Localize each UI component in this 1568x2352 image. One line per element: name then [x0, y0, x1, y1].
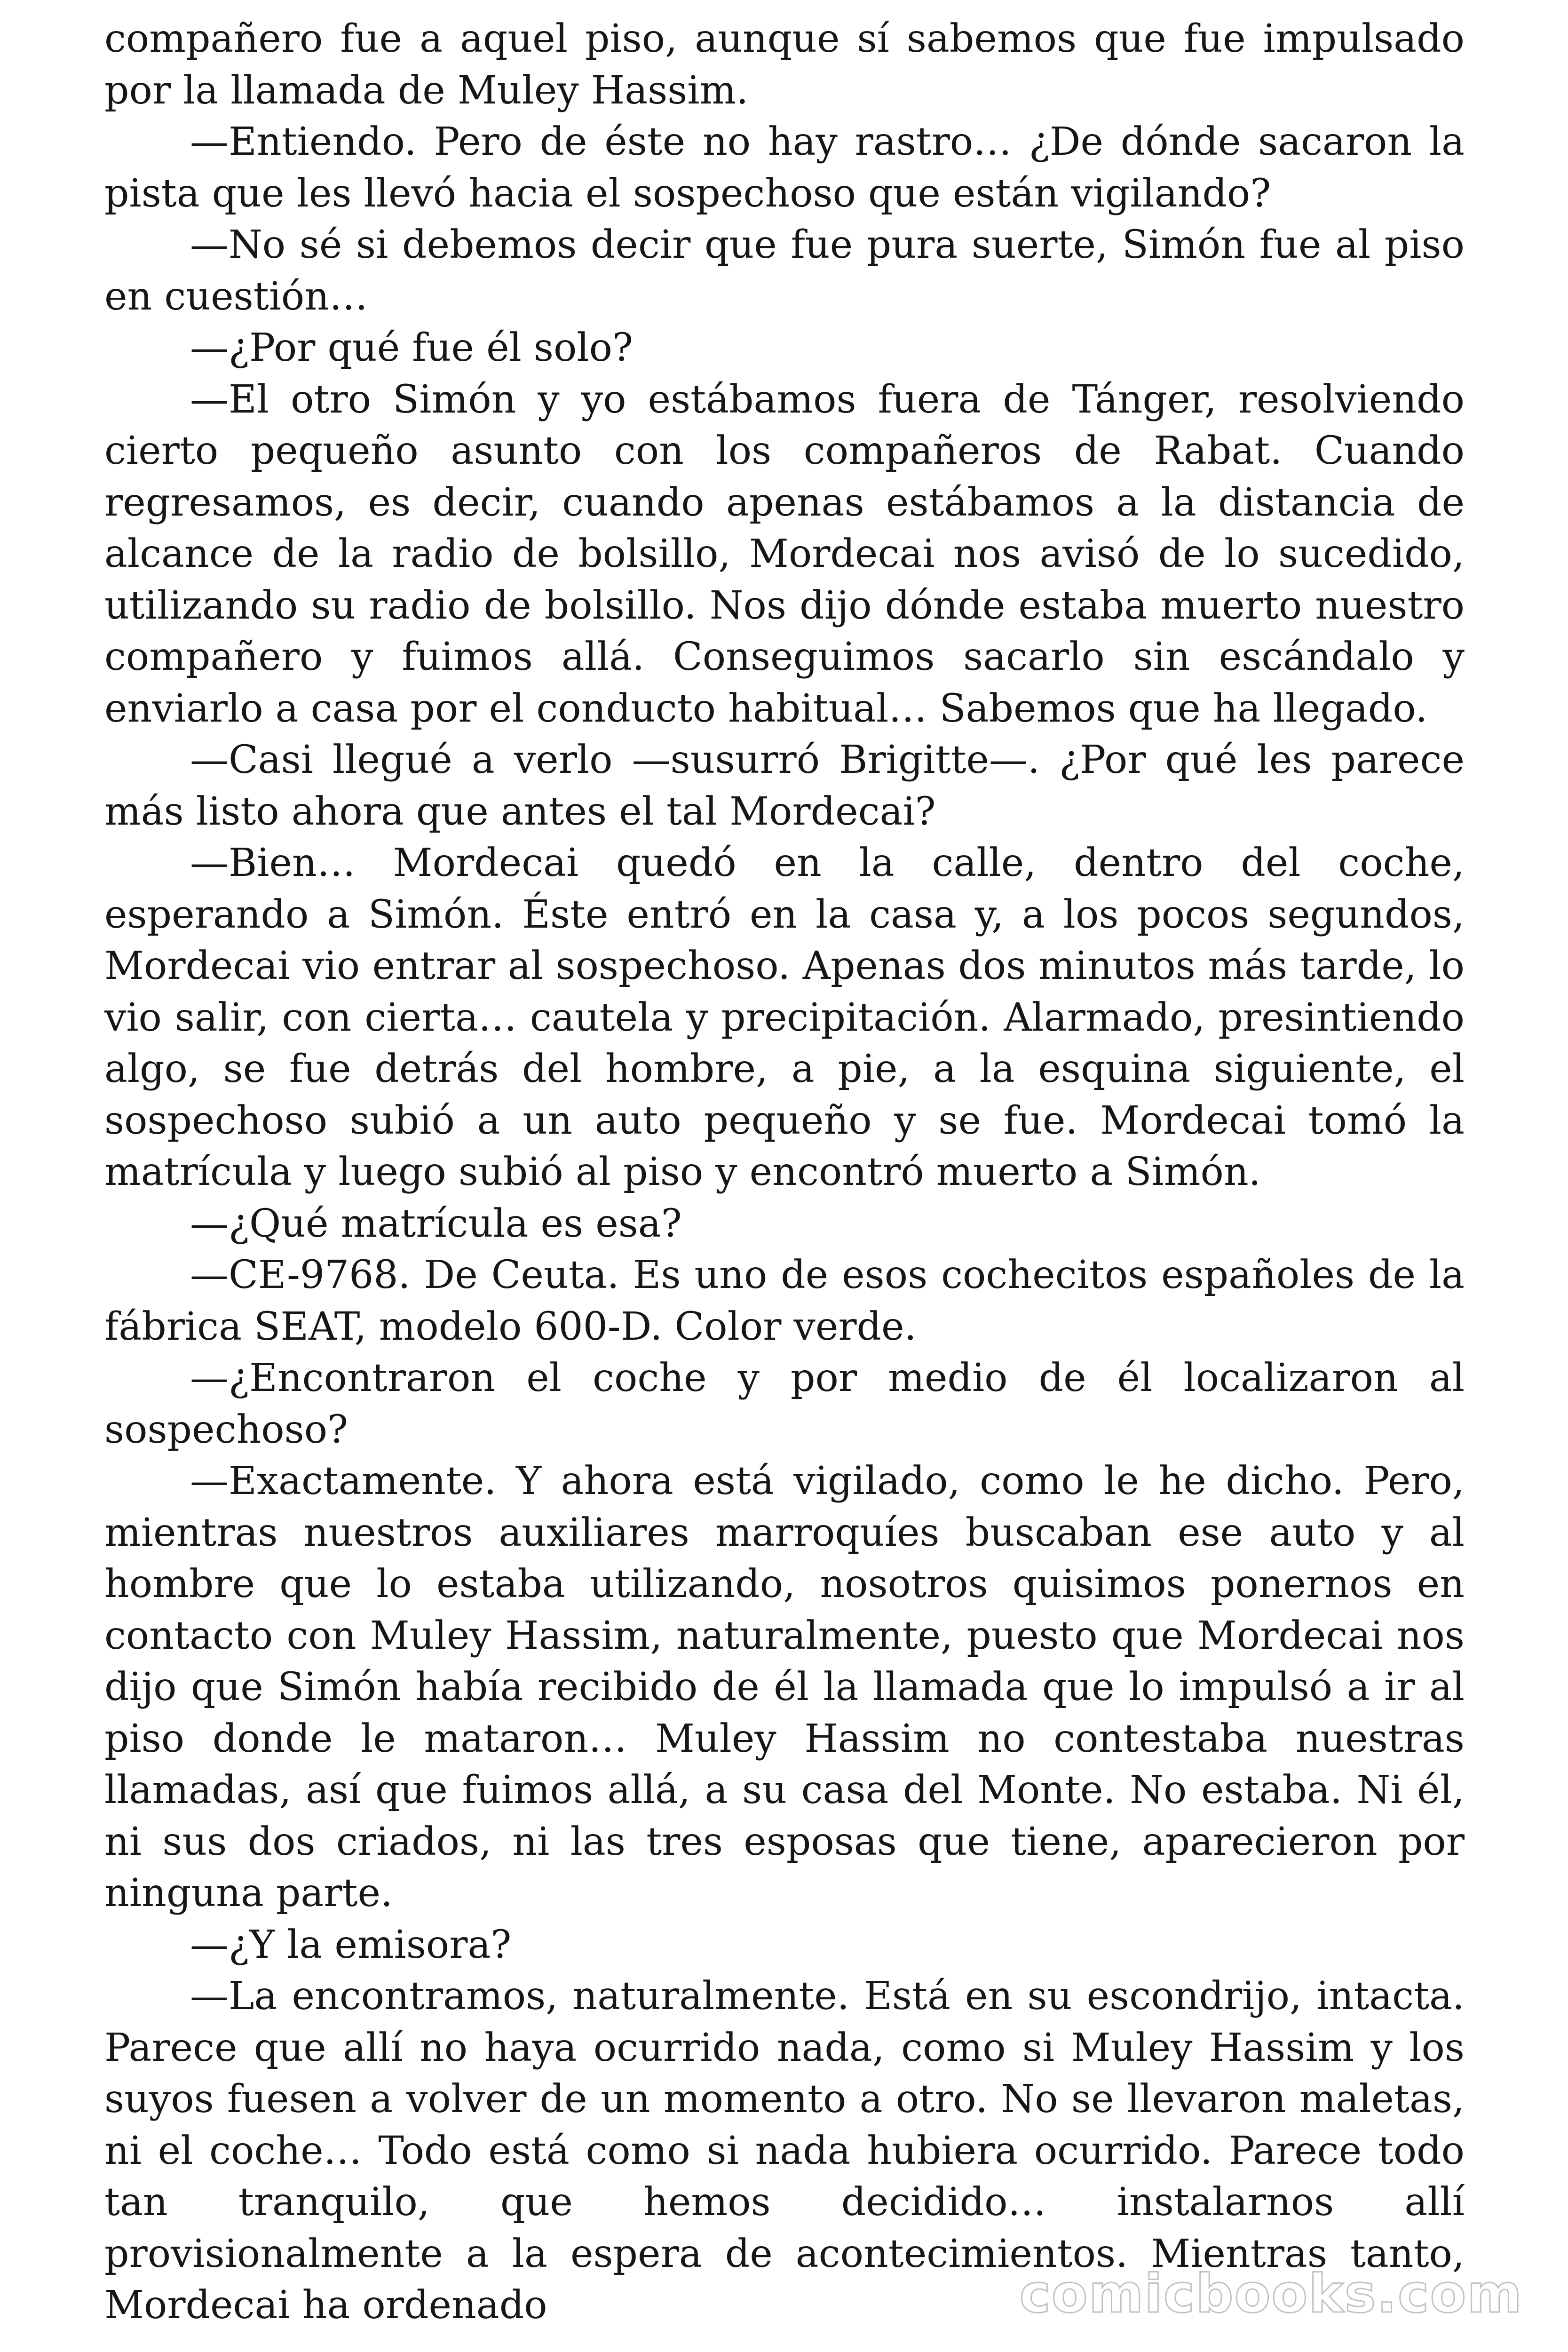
paragraph-8: —¿Qué matrícula es esa?: [190, 1201, 682, 1246]
paragraph-13: —La encontramos, naturalmente. Está en su escondrijo, intacta. Parece que allí no haya ocurrido nada, como si Muley Hassim y los suyos fuesen a volver de un momento a otro. No se llevaron maletas, ni el coche… Todo está como si nada hubiera ocurrido. Parece todo tan tranquilo, que hemos decidido… instalarnos allí provisionalmente a la espera de acontecimientos. Mientras tanto, Mordecai ha ordenado: [104, 1974, 1465, 2328]
paragraph-2: —Entiendo. Pero de éste no hay rastro… ¿De dónde sacaron la pista que les llevó hacia el sospechoso que están vigilando?: [104, 119, 1465, 216]
paragraph-9: —CE-9768. De Ceuta. Es uno de esos cochecitos españoles de la fábrica SEAT, modelo 600-D. Color verde.: [104, 1253, 1465, 1349]
paragraph-1: compañero fue a aquel piso, aunque sí sabemos que fue impulsado por la llamada de Muley Hassim.: [104, 16, 1465, 113]
paragraph-5: —El otro Simón y yo estábamos fuera de Tánger, resolviendo cierto pequeño asunto con los compañeros de Rabat. Cuando regresamos, es decir, cuando apenas estábamos a la distancia de alcance de la radio de bolsillo, Mordecai nos avisó de lo sucedido, utilizando su radio de bolsillo. Nos dijo dónde estaba muerto nuestro compañero y fuimos allá. Conseguimos sacarlo sin escándalo y enviarlo a casa por el conducto habitual… Sabemos que ha llegado.: [104, 377, 1465, 731]
paragraph-11: —Exactamente. Y ahora está vigilado, como le he dicho. Pero, mientras nuestros auxiliares marroquíes buscaban ese auto y al hombre que lo estaba utilizando, nosotros quisimos ponernos en contacto con Muley Hassim, naturalmente, puesto que Mordecai nos dijo que Simón había recibido de él la llamada que lo impulsó a ir al piso donde le mataron… Muley Hassim no contestaba nuestras llamadas, así que fuimos allá, a su casa del Monte. No estaba. Ni él, ni sus dos criados, ni las tres esposas que tiene, aparecieron por ninguna parte.: [104, 1459, 1465, 1915]
paragraph-6: —Casi llegué a verlo —susurró Brigitte—. ¿Por qué les parece más listo ahora que antes el tal Mordecai?: [104, 738, 1465, 834]
paragraph-7: —Bien… Mordecai quedó en la calle, dentro del coche, esperando a Simón. Éste entró en la casa y, a los pocos segundos, Mordecai vio entrar al sospechoso. Apenas dos minutos más tarde, lo vio salir, con cierta… cautela y precipitación. Alarmado, presintiendo algo, se fue detrás del hombre, a pie, a la esquina siguiente, el sospechoso subió a un auto pequeño y se fue. Mordecai tomó la matrícula y luego subió al piso y encontró muerto a Simón.: [104, 841, 1465, 1194]
paragraph-12: —¿Y la emisora?: [190, 1922, 512, 1967]
paragraph-4: —¿Por qué fue él solo?: [190, 326, 633, 370]
paragraph-10: —¿Encontraron el coche y por medio de él localizaron al sospechoso?: [104, 1356, 1465, 1452]
watermark-logo: comicbooks.com: [1019, 2264, 1523, 2325]
paragraph-3: —No sé si debemos decir que fue pura suerte, Simón fue al piso en cuestión…: [104, 222, 1465, 319]
page-body-text: [104, 13, 1465, 2331]
